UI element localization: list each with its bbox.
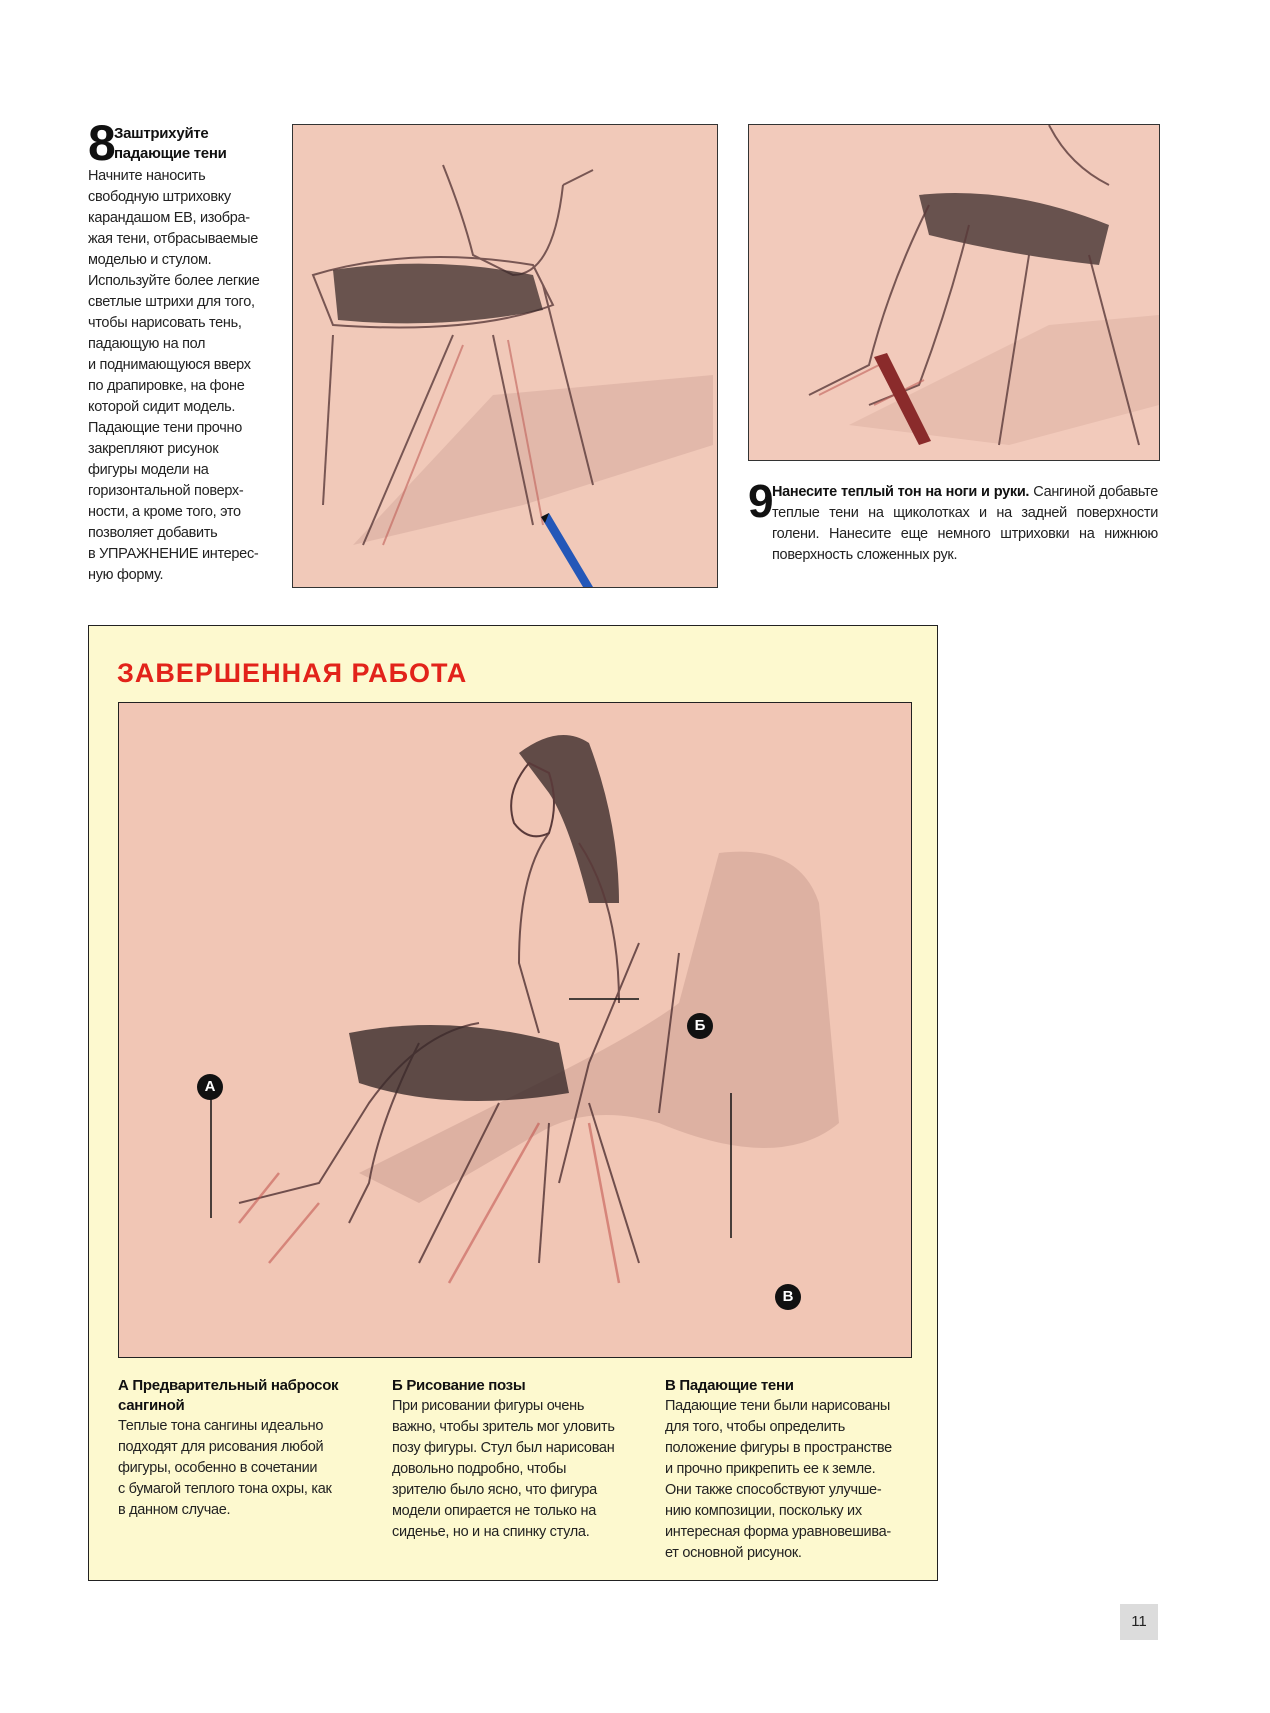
caption-a-title: А Предварительный набросок сангиной (118, 1377, 339, 1414)
step-9-body: Сангиной добавьте теплые тени на щиколотках и на задней поверхности голени. Нанесите еще немного штриховки на нижнюю поверхность сложенных рук. (772, 484, 1158, 563)
step-8-body: Начните наносить свободную штриховку карандашом ЕВ, изобра- жая тени, отбрасываемые моделью и стулом. Используйте более легкие светлые штрихи для того, чтобы нарисовать тень, падающую на пол и поднимающуюся вверх по драпировке, на фоне которой сидит модель. Падающие тени прочно закрепляют рисунок фигуры модели на горизонтальной поверх- ности, а кроме того, это позволяет добавить в УПРАЖНЕНИЕ интерес- ную форму. (88, 168, 260, 583)
caption-b-body: При рисовании фигуры очень важно, чтобы зритель мог уловить позу фигуры. Стул был нарисован довольно подробно, чтобы зрителю было ясно, что фигура модели опирается не только на сиденье, но и на спинку стула. (392, 1398, 615, 1540)
marker-b: Б (687, 1013, 713, 1039)
step-8-heading (88, 115, 278, 171)
caption-a (118, 1376, 366, 1521)
step-8 (88, 115, 278, 586)
caption-b-title: Б Рисование позы (392, 1377, 526, 1394)
step-8-title: Заштрихуйте падающие тени (114, 125, 227, 162)
step-8-photo (292, 124, 718, 588)
caption-b (392, 1376, 640, 1543)
caption-c (665, 1376, 913, 1564)
page-number: 11 (1120, 1604, 1158, 1640)
step-9 (748, 475, 1158, 566)
step-9-text (772, 482, 1158, 566)
finished-drawing-photo (118, 702, 912, 1358)
step-9-number: 9 (748, 475, 774, 527)
step-9-title: Нанесите теплый тон на ноги и руки. (772, 484, 1030, 500)
step-8-number: 8 (88, 115, 116, 171)
caption-a-body: Теплые тона сангины идеально подходят для рисования любой фигуры, особенно в сочетании с бумагой теплого тона охры, как в данном случае. (118, 1418, 332, 1518)
caption-c-body: Падающие тени были нарисованы для того, чтобы определить положение фигуры в пространстве и прочно прикрепить ее к земле. Они также способствуют улучше- нию композиции, поскольку их интересная форма уравновешива- ет основной рисунок. (665, 1398, 892, 1561)
marker-c: В (775, 1284, 801, 1310)
step-9-photo (748, 124, 1160, 461)
panel-title: ЗАВЕРШЕННАЯ РАБОТА (117, 658, 468, 688)
marker-a: А (197, 1074, 223, 1100)
caption-c-title: В Падающие тени (665, 1377, 794, 1394)
